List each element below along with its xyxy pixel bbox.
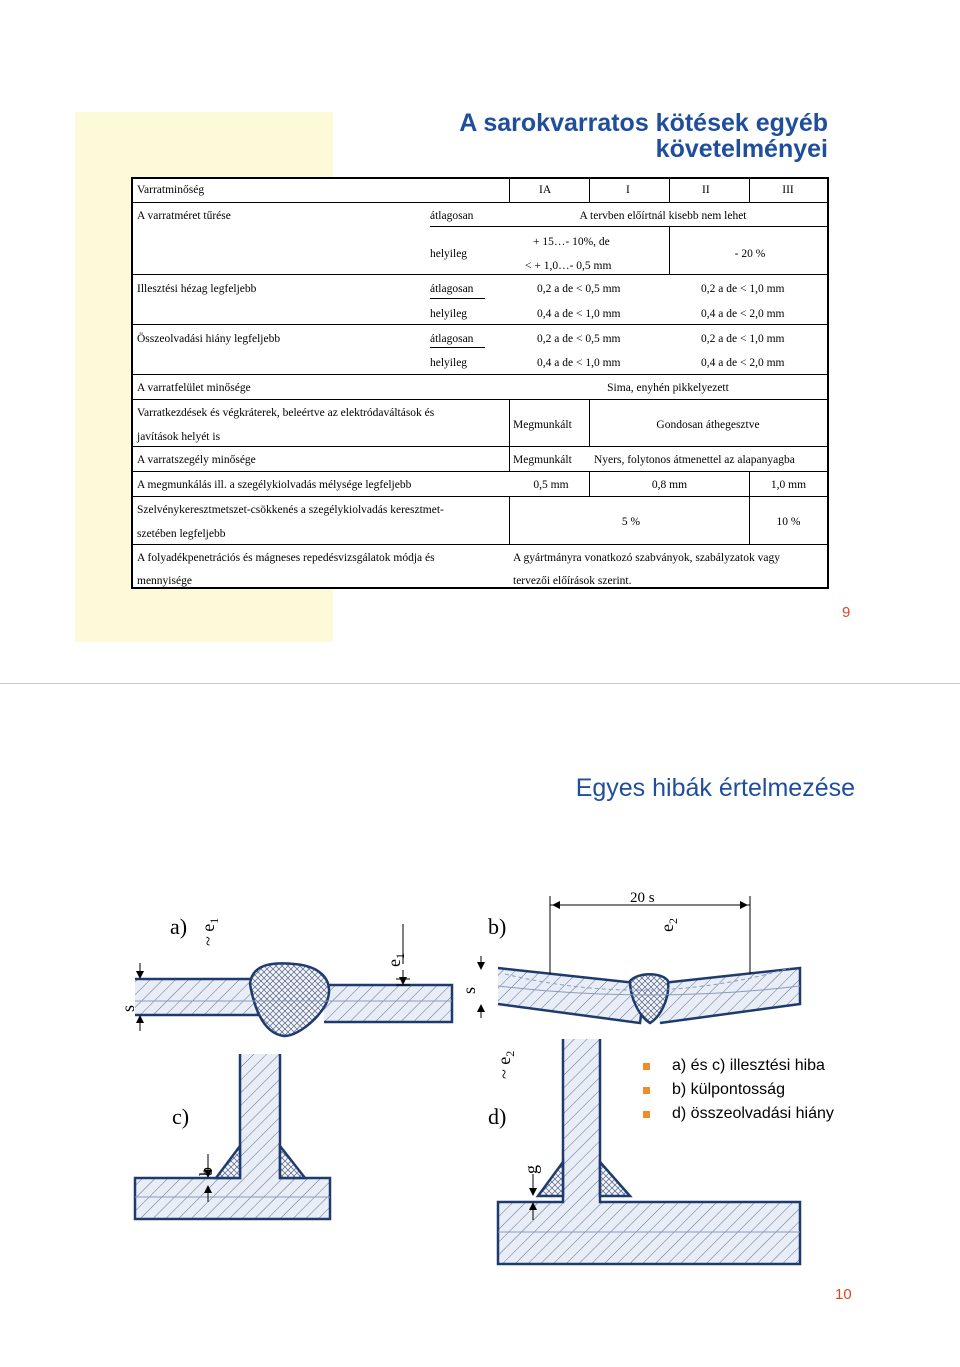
diagram-b-eccentricity — [459, 890, 800, 1023]
table-cell: Gondosan áthegesztve — [656, 419, 760, 431]
slide-title — [308, 110, 828, 162]
label-b-dimension: b — [196, 1167, 216, 1176]
fillet-weld — [216, 1146, 240, 1178]
weld-defects-figure — [0, 684, 960, 1367]
table-cell: 1,0 mm — [770, 479, 807, 491]
table-rule — [669, 226, 670, 274]
label-e2-approx: ~ $e_2$ — [494, 1050, 517, 1079]
row-sublabel: helyileg — [430, 357, 468, 369]
table-rule — [430, 226, 827, 227]
list-item — [643, 1054, 834, 1078]
row-label: javítások helyét is — [137, 431, 221, 443]
list-item-label: d) összeolvadási hiány — [672, 1105, 834, 1122]
table-cell: 0,4 a de < 2,0 mm — [701, 357, 785, 369]
table-cell: Sima, enyhén pikkelyezett — [607, 382, 729, 394]
table-rule — [133, 274, 827, 275]
diagram-a-misalignment — [118, 914, 452, 1036]
table-cell: tervezői előírások szerint. — [513, 575, 632, 587]
label-e2: $e_2$ — [657, 918, 680, 932]
label-s: s — [118, 1004, 138, 1012]
diagram-c-misalignment — [135, 1054, 330, 1219]
row-sublabel: helyileg — [430, 248, 468, 260]
table-rule — [133, 202, 827, 203]
table-cell: 0,2 a de < 0,5 mm — [537, 283, 621, 295]
table-rule — [669, 179, 670, 202]
label-c: c) — [172, 1104, 190, 1129]
table-cell: A tervben előírtnál kisebb nem lehet — [579, 210, 747, 222]
bullet-square-icon — [643, 1063, 650, 1070]
list-item — [643, 1078, 834, 1102]
header-i: I — [626, 184, 630, 196]
table-cell: 0,2 a de < 1,0 mm — [701, 333, 785, 345]
table-cell: 0,8 mm — [651, 479, 688, 491]
plate-right — [324, 985, 452, 1022]
row-label: A varratszegély minősége — [137, 454, 256, 466]
bullet-square-icon — [643, 1111, 650, 1118]
table-cell: Megmunkált — [513, 454, 572, 466]
table-rule — [133, 399, 827, 400]
table-rule — [133, 324, 827, 325]
row-sublabel: helyileg — [430, 308, 468, 320]
bullet-square-icon — [643, 1087, 650, 1094]
table-cell: 0,4 a de < 1,0 mm — [537, 357, 621, 369]
title-line-2: követelményei — [655, 135, 828, 163]
list-item-label: b) külpontosság — [672, 1081, 785, 1098]
title-line-1: A sarokvarratos kötések egyéb — [459, 109, 828, 137]
page-number: 9 — [842, 604, 851, 621]
table-rule — [509, 399, 510, 471]
table-rule — [509, 179, 510, 202]
label-20s: 20 s — [630, 890, 655, 906]
row-label: mennyisége — [137, 575, 192, 587]
table-rule — [589, 179, 590, 202]
row-label: Összeolvadási hiány legfeljebb — [137, 333, 281, 345]
row-label: A varratfelület minősége — [137, 382, 251, 394]
requirements-table — [131, 177, 829, 589]
plate-left — [135, 979, 262, 1015]
table-cell: 0,5 mm — [533, 479, 569, 491]
slide-10 — [0, 684, 960, 1367]
row-label: Illesztési hézag legfeljebb — [137, 283, 257, 295]
table-rule — [589, 399, 590, 446]
table-cell: A gyártmányra vonatkozó szabványok, szabályzatok vagy — [513, 552, 780, 564]
weld-bead — [250, 963, 329, 1036]
table-cell: 5 % — [621, 516, 641, 528]
label-e1-approx: ~ $e_1$ — [198, 917, 221, 946]
table-rule — [509, 496, 510, 544]
table-cell: 0,4 a de < 2,0 mm — [701, 308, 785, 320]
row-label: A folyadékpenetrációs és mágneses repedésvizsgálatok módja és — [137, 552, 435, 564]
table-cell: 10 % — [776, 516, 801, 528]
row-label: A varratméret tűrése — [137, 210, 231, 222]
header-iii: III — [782, 184, 794, 196]
table-cell: - 20 % — [734, 248, 766, 260]
label-g-dimension: g — [521, 1165, 541, 1174]
label-d: d) — [488, 1104, 507, 1129]
table-rule — [430, 347, 485, 348]
label-e1: $e_1$ — [384, 953, 407, 967]
t-joint-web — [135, 1054, 330, 1219]
slide-title: Egyes hibák értelmezése — [575, 774, 855, 802]
fillet-weld — [600, 1162, 630, 1196]
table-cell: 0,2 a de < 0,5 mm — [537, 333, 621, 345]
row-label: szetében legfeljebb — [137, 528, 226, 540]
header-ii: II — [702, 184, 710, 196]
list-item — [643, 1102, 834, 1126]
label-a: a) — [170, 914, 188, 939]
table-cell: + 15…- 10%, de — [533, 236, 610, 248]
row-sublabel: átlagosan — [430, 210, 474, 222]
row-label: A megmunkálás ill. a szegélykiolvadás mélysége legfeljebb — [137, 479, 412, 491]
row-sublabel: átlagosan — [430, 333, 474, 345]
table-cell: < + 1,0…- 0,5 mm — [525, 260, 612, 272]
plate-right — [653, 968, 800, 1023]
label-b: b) — [488, 914, 507, 939]
table-cell: Megmunkált — [513, 419, 572, 431]
page-number: 10 — [835, 1286, 852, 1303]
table-rule — [430, 298, 485, 299]
table-rule — [133, 544, 827, 545]
row-sublabel: átlagosan — [430, 283, 474, 295]
table-rule — [133, 496, 827, 497]
table-rule — [749, 179, 750, 202]
legend-list — [643, 1054, 834, 1126]
table-rule — [133, 374, 827, 375]
header-quality: Varratminőség — [137, 184, 205, 196]
table-cell: Nyers, folytonos átmenettel az alapanyagba — [594, 454, 795, 466]
label-s: s — [459, 986, 479, 994]
plate-left — [498, 968, 645, 1023]
fillet-weld — [538, 1162, 563, 1196]
table-cell: 0,4 a de < 1,0 mm — [537, 308, 621, 320]
list-item-label: a) és c) illesztési hiba — [672, 1057, 825, 1074]
table-cell: 0,2 a de < 1,0 mm — [701, 283, 785, 295]
table-rule — [133, 446, 827, 447]
header-ia: IA — [539, 184, 552, 196]
row-label: Varratkezdések és végkráterek, beleértve az elektródaváltások és — [137, 407, 435, 419]
fillet-weld — [280, 1146, 305, 1178]
row-label: Szelvénykeresztmetszet-csökkenés a szegélykiolvadás keresztmet- — [137, 504, 444, 516]
table-rule — [133, 471, 827, 472]
